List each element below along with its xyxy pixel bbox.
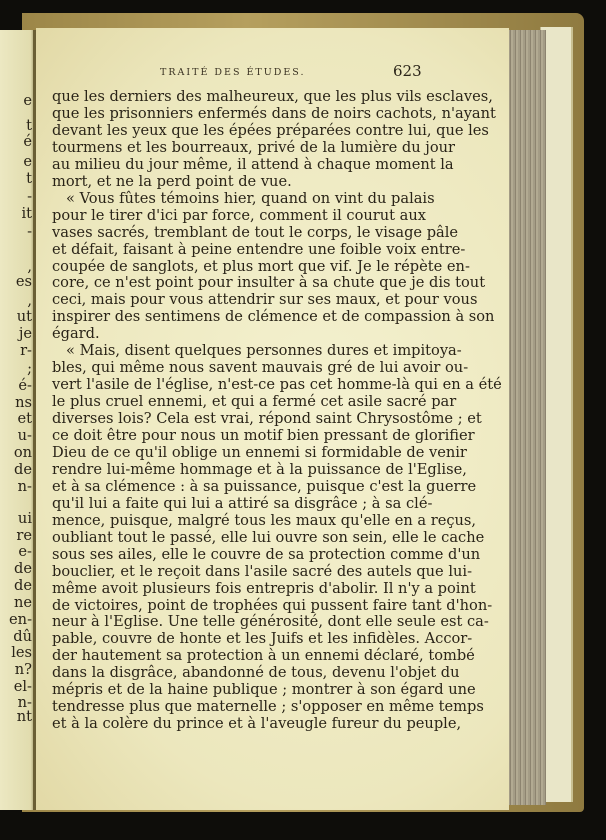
- text-line: vert l'asile de l'église, n'est-ce pas cet homme-là qui en a été: [52, 376, 502, 394]
- left-page-fragment: ut: [16, 308, 32, 325]
- text-line: mort, et ne la perd point de vue.: [52, 172, 292, 190]
- text-line: qu'il lui a faite qui lui a attiré sa disgrâce ; à sa clé-: [52, 494, 433, 512]
- text-line: que les derniers des malheureux, que les plus vils esclaves,: [52, 88, 493, 105]
- running-title: TRAITÉ DES ÉTUDES.: [160, 67, 306, 78]
- left-page-fragment: t: [26, 117, 32, 134]
- left-page-fragment: de: [14, 461, 32, 478]
- left-page-fragment: r-: [20, 342, 32, 359]
- left-page-fragment: -: [27, 223, 32, 240]
- left-page-fragment: e-: [18, 543, 32, 560]
- text-line: et défait, faisant à peine entendre une foible voix entre-: [52, 240, 466, 258]
- left-page-fragment: de: [14, 560, 32, 577]
- text-line: Dieu de ce qu'il oblige un ennemi si formidable de venir: [52, 443, 467, 461]
- text-line: au milieu du jour même, il attend à chaque moment la: [52, 155, 454, 173]
- left-page-fragment: t: [26, 170, 32, 187]
- text-line: ce doit être pour nous un motif bien pressant de glorifier: [52, 427, 475, 444]
- text-line: diverses lois? Cela est vrai, répond saint Chrysostôme ; et: [52, 410, 482, 428]
- left-page-fragment: é-: [18, 377, 32, 394]
- left-page-fragment: e: [23, 153, 32, 170]
- text-line: bouclier, et le reçoit dans l'asile sacré des autels que lui-: [52, 562, 472, 580]
- left-page-fragment: nt: [16, 708, 32, 725]
- text-line: que les prisonniers enfermés dans de noirs cachots, n'ayant: [52, 104, 496, 122]
- left-page-fragment: u-: [17, 427, 32, 444]
- text-line: égard.: [52, 325, 100, 343]
- left-page-fragment: et: [17, 410, 32, 427]
- text-line: le plus cruel ennemi, et qui a fermé cet asile sacré par: [52, 393, 457, 411]
- text-line: pable, couvre de honte et les Juifs et les infidèles. Accor-: [52, 630, 473, 648]
- left-page-fragment: dû: [13, 628, 32, 645]
- text-line: dans la disgrâce, abandonné de tous, devenu l'objet du: [52, 664, 460, 682]
- text-line: ceci, mais pour vous attendrir sur ses maux, et pour vous: [52, 291, 478, 309]
- left-page-fragment: ;: [27, 360, 32, 377]
- left-page-fragment: ns: [15, 394, 32, 411]
- text-line: rendre lui-même hommage et à la puissance de l'Eglise,: [52, 460, 467, 478]
- left-page-fragment: ui: [17, 510, 32, 527]
- left-page-fragment: es: [15, 273, 32, 290]
- text-line: même avoit plusieurs fois entrepris d'abolir. Il n'y a point: [52, 579, 476, 597]
- left-page-fragment: n?: [14, 661, 32, 678]
- left-page-fragment: n-: [17, 478, 32, 495]
- text-line: bles, qui même nous savent mauvais gré de lui avoir ou-: [52, 359, 469, 377]
- left-page-fragment: en-: [9, 611, 32, 628]
- left-page-fragment: -: [27, 188, 32, 205]
- text-line: core, ce n'est point pour insulter à sa chute que je dis tout: [52, 274, 486, 292]
- left-page-fragment: les: [11, 644, 32, 661]
- left-page-fragment: é: [23, 133, 32, 150]
- text-line: sous ses ailes, elle le couvre de sa protection comme d'un: [52, 545, 481, 563]
- text-line: pour le tirer d'ici par force, comment il courut aux: [52, 206, 426, 224]
- text-line: et à la colère du prince et à l'aveugle fureur du peuple,: [52, 715, 462, 733]
- text-line: « Mais, disent quelques personnes dures et impitoya-: [66, 342, 462, 360]
- page-edges: [508, 30, 546, 805]
- left-page-fragment: de: [14, 577, 32, 594]
- left-page-fragment: el-: [13, 678, 32, 695]
- left-page-fragment: ,: [27, 258, 32, 275]
- text-line: de victoires, point de trophées qui pussent faire tant d'hon-: [52, 596, 493, 614]
- text-line: devant les yeux que les épées préparées contre lui, que les: [52, 121, 489, 139]
- text-line: der hautement sa protection à un ennemi déclaré, tombé: [52, 647, 475, 665]
- left-page-fragment: it: [21, 205, 32, 222]
- text-line: neur à l'Eglise. Une telle générosité, dont elle seule est ca-: [52, 613, 489, 631]
- text-line: « Vous fûtes témoins hier, quand on vint du palais: [66, 189, 435, 207]
- left-page-fragment: re: [16, 527, 32, 544]
- left-page-fragment: ,: [27, 292, 32, 309]
- text-line: vases sacrés, tremblant de tout le corps, le visage pâle: [52, 223, 459, 241]
- text-line: tourmens et les bourreaux, privé de la lumière du jour: [52, 138, 455, 156]
- left-page-fragment: e: [23, 92, 32, 109]
- text-line: oubliant tout le passé, elle lui ouvre son sein, elle le cache: [52, 528, 485, 546]
- text-line: mence, puisque, malgré tous les maux qu'elle en a reçus,: [52, 511, 477, 529]
- text-line: et à sa clémence : à sa puissance, puisque c'est la guerre: [52, 477, 477, 495]
- text-line: inspirer des sentimens de clémence et de compassion à son: [52, 308, 495, 326]
- page-number: 623: [393, 62, 422, 80]
- left-page-fragment: on: [13, 444, 32, 461]
- left-page-fragment: ne: [13, 594, 32, 611]
- left-page-fragment: n-: [17, 694, 32, 711]
- text-line: mépris et de la haine publique ; montrer à son égard une: [52, 681, 476, 699]
- text-line: coupée de sanglots, et plus mort que vif. Je le répète en-: [52, 257, 470, 275]
- text-line: tendresse plus que maternelle ; s'opposer en même temps: [52, 698, 484, 716]
- left-page-fragment: je: [18, 325, 32, 342]
